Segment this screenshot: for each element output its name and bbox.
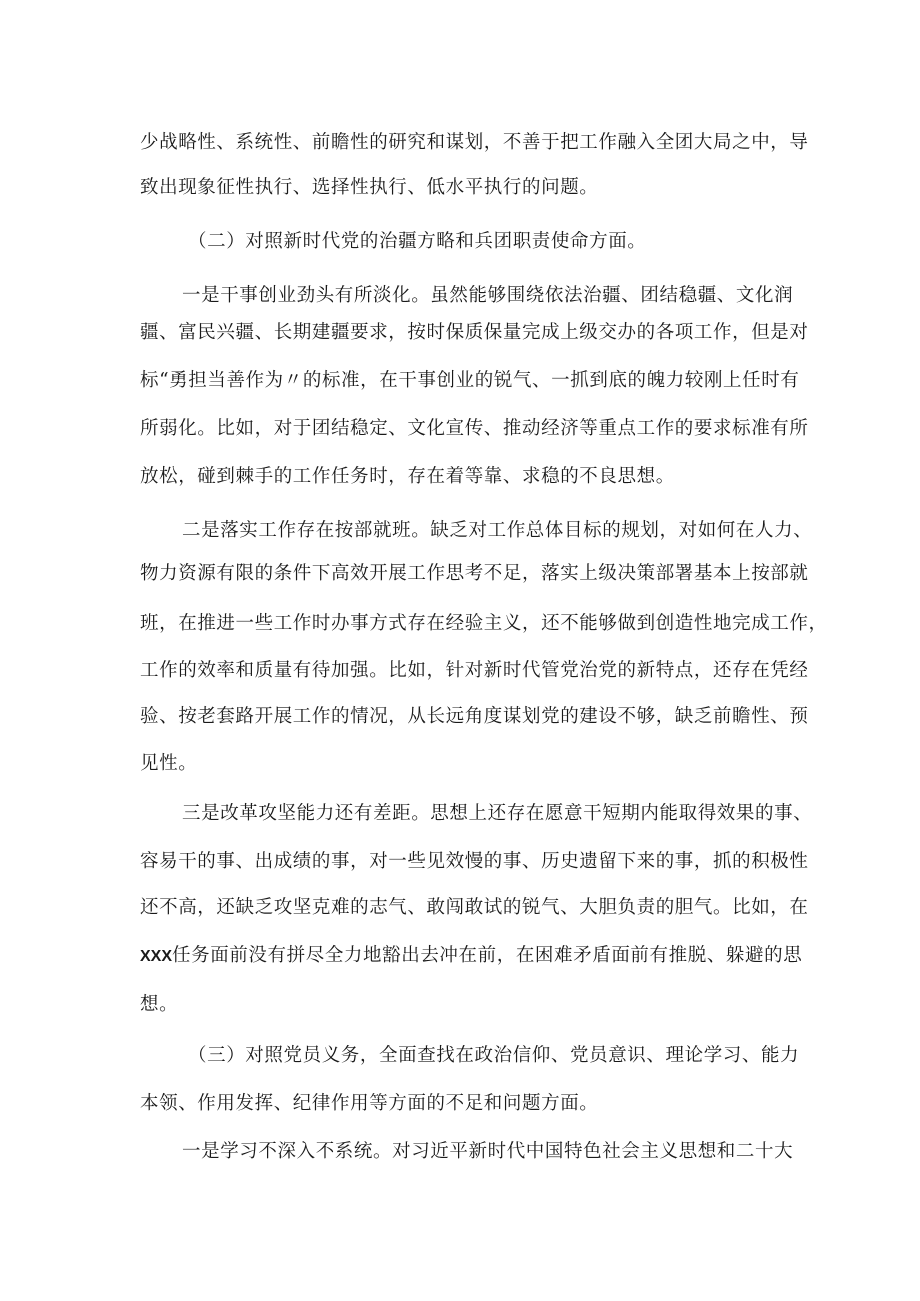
text-line: 班，在推进一些工作时办事方式存在经验主义，还不能够做到创造性地完成工作， xyxy=(140,613,828,634)
text-line: 放松，碰到棘手的工作任务时，存在着等靠、求稳的不良思想。 xyxy=(140,466,675,487)
text-line: 容易干的事、出成绩的事，对一些见效慢的事、历史遗留下来的事，抓的积极性 xyxy=(140,851,809,872)
text-line: 少战略性、系统性、前瞻性的研究和谋划，不善于把工作融入全团大局之中，导 xyxy=(140,132,809,153)
text-line: 二是落实工作存在按部就班。缺乏对工作总体目标的规划，对如何在人力、 xyxy=(182,520,813,541)
text-line: 本领、作用发挥、纪律作用等方面的不足和问题方面。 xyxy=(140,1093,599,1114)
text-line: 工作的效率和质量有待加强。比如，针对新时代管党治党的新特点，还存在凭经 xyxy=(140,660,809,681)
section-heading: （二）对照新时代党的治疆方略和兵团职责使命方面。 xyxy=(188,231,647,252)
text-line: 三是改革攻坚能力还有差距。思想上还存在愿意干短期内能取得效果的事、 xyxy=(182,803,813,824)
text-line: 一是学习不深入不系统。对习近平新时代中国特色社会主义思想和二十大 xyxy=(182,1141,794,1162)
text-line xyxy=(140,941,802,971)
text-line: 验、按老套路开展工作的情况，从长远角度谋划党的建设不够，缺乏前瞻性、预 xyxy=(140,706,809,727)
text-line: 见性。 xyxy=(140,753,198,774)
text-line: 疆、富民兴疆、长期建疆要求，按时保质保量完成上级交办的各项工作，但是对 xyxy=(140,322,809,343)
text-line-rest: 任务面前没有拼尽全力地豁出去冲在前，在困难矛盾面前有推脱、躲避的思 xyxy=(172,945,803,966)
section-heading: （三）对照党员义务，全面查找在政治信仰、党员意识、理论学习、能力 xyxy=(188,1045,800,1066)
text-line: 还不高，还缺乏攻坚克难的志气、敢闯敢试的锐气、大胆负责的胆气。比如，在 xyxy=(140,897,809,918)
text-line: 物力资源有限的条件下高效开展工作思考不足，落实上级决策部署基本上按部就 xyxy=(140,563,809,584)
text-line: 致出现象征性执行、选择性执行、低水平执行的问题。 xyxy=(140,177,599,198)
text-line: 一是干事创业劲头有所淡化。虽然能够围绕依法治疆、团结稳疆、文化润 xyxy=(182,285,794,306)
text-line: 所弱化。比如，对于团结稳定、文化宣传、推动经济等重点工作的要求标准有所 xyxy=(140,418,809,439)
placeholder-xxx: XXX xyxy=(140,948,173,965)
text-line: 想。 xyxy=(140,994,179,1015)
text-line: 标“勇担当善作为〃的标准，在干事创业的锐气、一抓到底的魄力较刚上任时有 xyxy=(140,370,800,391)
